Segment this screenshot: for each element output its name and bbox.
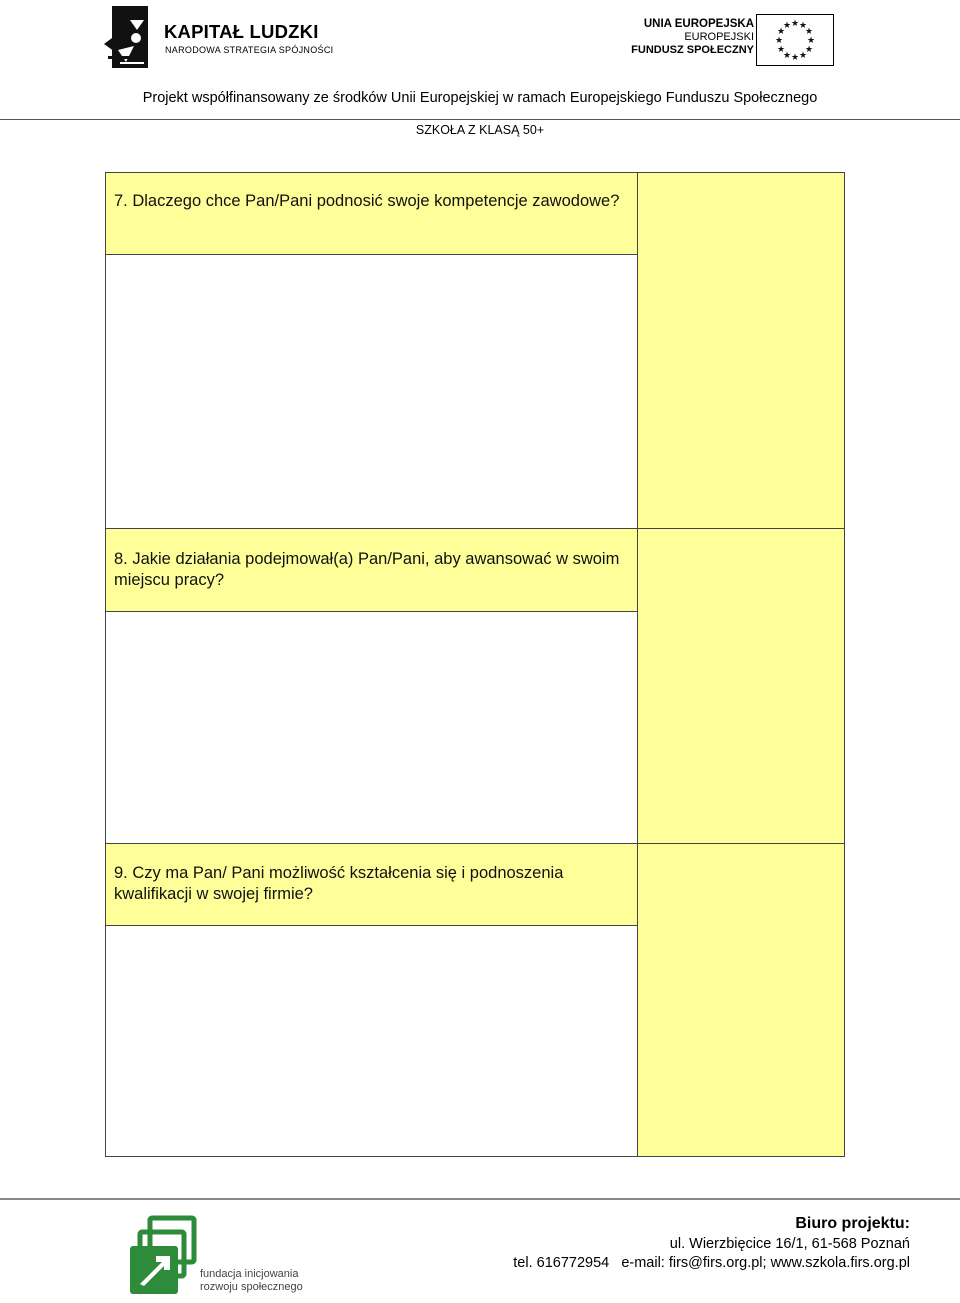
eu-logo-line2: EUROPEJSKI xyxy=(684,31,754,43)
header-divider xyxy=(0,119,960,120)
kapital-ludzki-title: KAPITAŁ LUDZKI xyxy=(164,21,319,42)
svg-text:★: ★ xyxy=(776,27,786,37)
kapital-ludzki-emblem-icon xyxy=(100,4,162,70)
eu-logo xyxy=(631,14,840,66)
question-7-cell xyxy=(106,173,637,254)
table-border-bottom xyxy=(105,1156,845,1157)
svg-text:★: ★ xyxy=(804,27,814,37)
eu-logo-line1: UNIA EUROPEJSKA xyxy=(643,18,754,30)
office-address: ul. Wierzbięcice 16/1, 61-568 Poznań xyxy=(669,1236,910,1252)
firs-arrow-logo-icon xyxy=(128,1214,198,1298)
table-border-left xyxy=(105,172,106,1157)
eu-logo-line3: FUNDUSZ SPOŁECZNY xyxy=(631,44,754,56)
svg-text:★: ★ xyxy=(790,19,800,29)
answer-area-7[interactable] xyxy=(106,255,637,528)
svg-text:★: ★ xyxy=(790,53,800,63)
svg-text:★: ★ xyxy=(798,21,808,31)
project-office-info xyxy=(513,1213,910,1273)
row-divider xyxy=(105,925,637,926)
eu-flag-icon xyxy=(756,14,834,66)
firs-logo-line1: fundacja inicjowania xyxy=(200,1268,299,1280)
project-cofinancing-line: Projekt współfinansowany ze środków Unii Europejskiej w ramach Europejskiego Funduszu Społecznego xyxy=(142,90,818,106)
answer-area-9[interactable] xyxy=(106,926,637,1156)
kapital-ludzki-logo xyxy=(100,4,334,70)
side-cell-9 xyxy=(638,844,844,1156)
firs-logo xyxy=(128,1214,303,1298)
svg-text:★: ★ xyxy=(782,21,792,31)
row-divider xyxy=(105,254,637,255)
table-border-top xyxy=(105,172,845,173)
svg-text:★: ★ xyxy=(806,36,816,46)
side-cell-7 xyxy=(638,173,844,528)
question-9-text: 9. Czy ma Pan/ Pani możliwość kształcenia się i podnoszenia kwalifikacji w swojej firmie? xyxy=(114,864,564,903)
side-cell-8 xyxy=(638,529,844,843)
row-divider xyxy=(105,528,845,529)
office-contact: tel. 616772954 e-mail: firs@firs.org.pl; www.szkola.firs.org.pl xyxy=(513,1255,910,1271)
question-7-text: 7. Dlaczego chce Pan/Pani podnosić swoje kompetencje zawodowe? xyxy=(114,192,620,210)
svg-text:★: ★ xyxy=(804,45,814,55)
table-border-right xyxy=(844,172,845,1157)
firs-logo-line2: rozwoju społecznego xyxy=(200,1281,303,1293)
footer-divider xyxy=(0,1198,960,1200)
question-8-text: 8. Jakie działania podejmował(a) Pan/Pani, aby awansować w swoim miejscu pracy? xyxy=(114,550,620,589)
school-title: SZKOŁA Z KLASĄ 50+ xyxy=(415,123,545,137)
svg-text:★: ★ xyxy=(798,51,808,61)
svg-text:★: ★ xyxy=(774,36,784,46)
row-divider xyxy=(105,843,845,844)
office-title: Biuro projektu: xyxy=(795,1215,910,1232)
svg-text:★: ★ xyxy=(776,45,786,55)
answer-area-8[interactable] xyxy=(106,612,637,843)
table-column-divider xyxy=(637,172,638,1157)
row-divider xyxy=(105,611,637,612)
kapital-ludzki-subtitle: NARODOWA STRATEGIA SPÓJNOŚCI xyxy=(165,45,334,55)
svg-text:★: ★ xyxy=(782,51,792,61)
